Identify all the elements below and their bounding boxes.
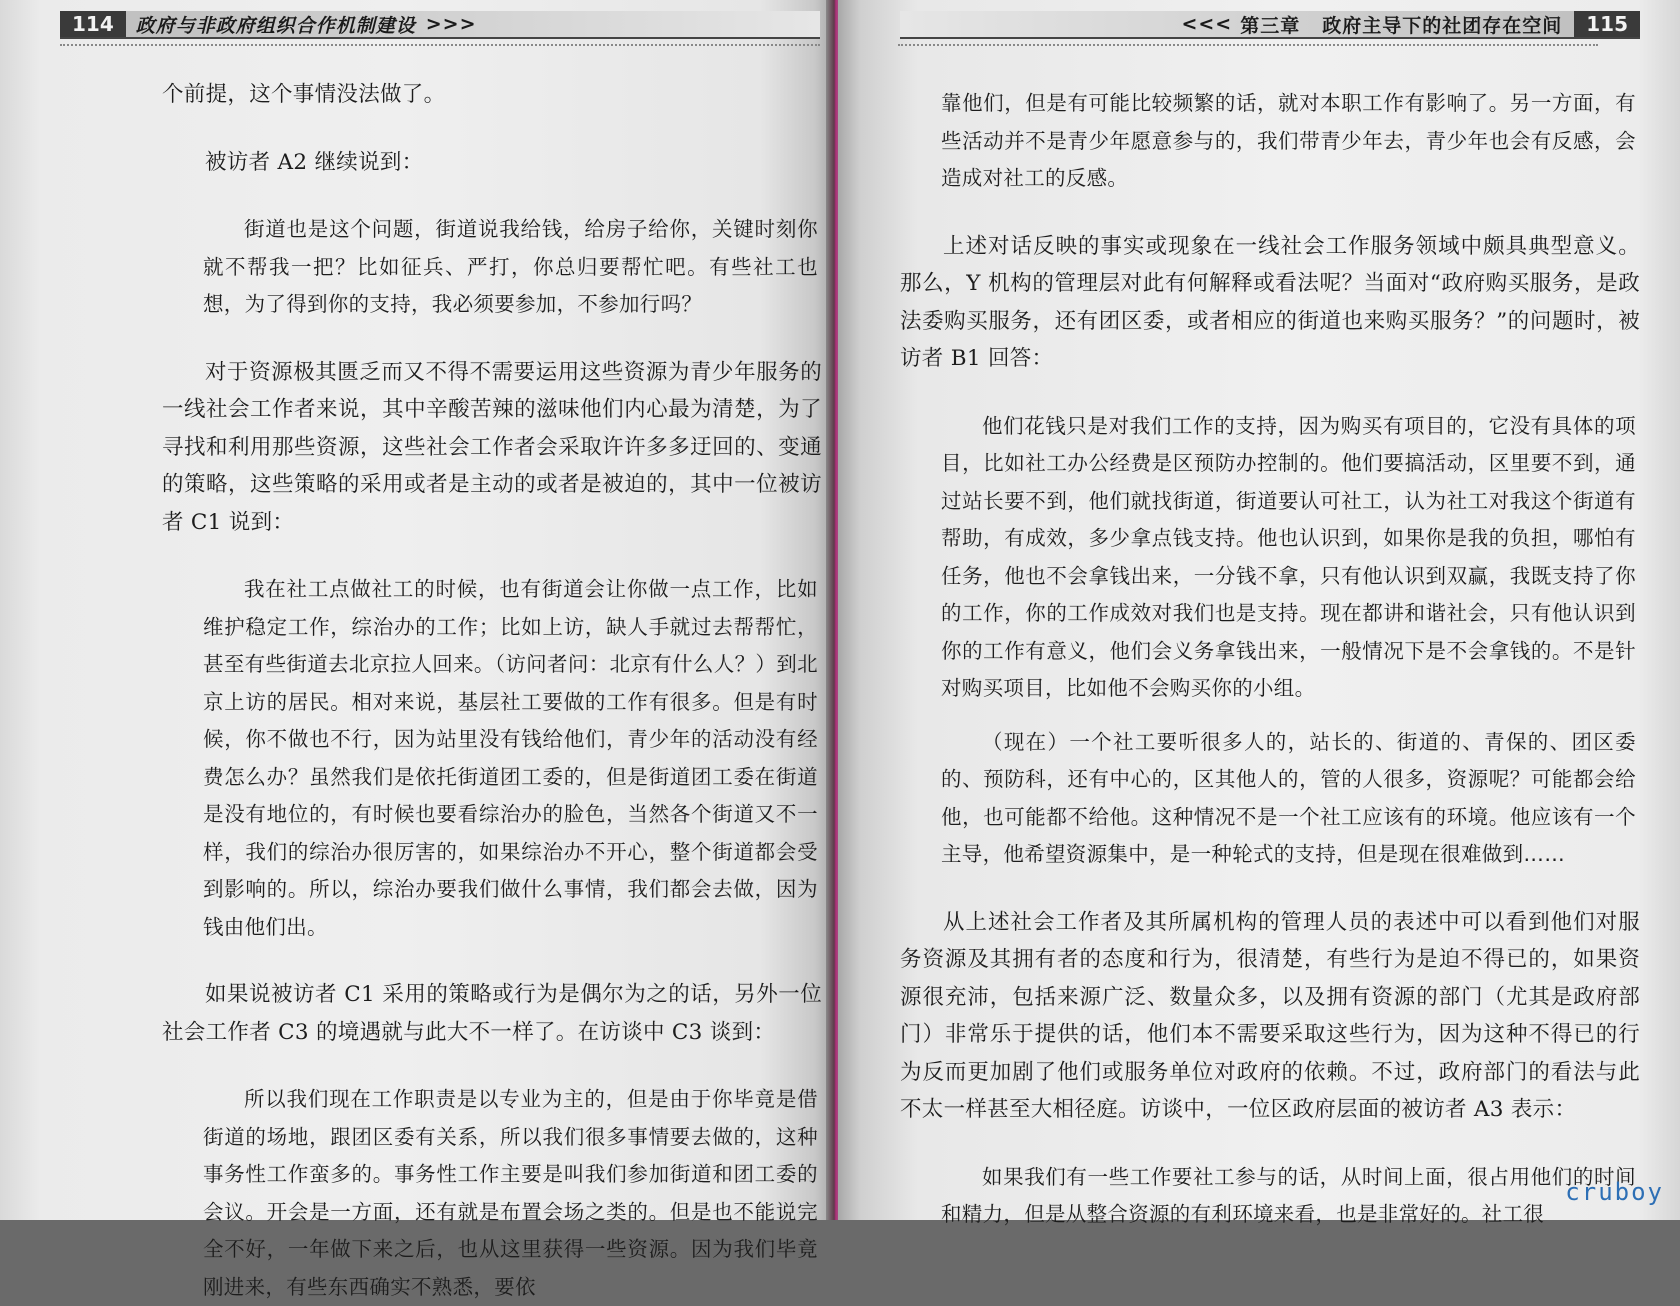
right-chapter-label: 第三章 bbox=[1240, 14, 1301, 37]
right-page-text bbox=[900, 85, 1640, 1234]
right-page-number: 115 bbox=[1574, 11, 1640, 37]
left-page-text bbox=[162, 76, 822, 1306]
right-header-arrow: <<< bbox=[1181, 13, 1233, 35]
left-header-rule bbox=[60, 44, 820, 46]
watermark-text: cruboy bbox=[1565, 1178, 1664, 1206]
right-header-title: 政府主导下的社团存在空间 bbox=[1322, 14, 1563, 37]
left-header-title: 政府与非政府组织合作机制建设 bbox=[135, 14, 416, 37]
left-page-header bbox=[60, 12, 820, 38]
paragraph: 个前提，这个事情没法做了。 bbox=[162, 82, 446, 107]
quote-block: 所以我们现在工作职责是以专业为主的，但是由于你毕竟是借街道的场地，跟团区委有关系，所以我们很多事情要去做的，这种事务性工作蛮多的。事务性工作主要是叫我们参加街道和团工委的会议。开会是一方面，还有就是布置会场之类的。但是也不能说完全不好，一年做下来之后，也从这里获得一些资源。因为我们毕竟刚进来，有些东西确实不熟悉，要依 bbox=[203, 1087, 818, 1299]
paragraph: 如果说被访者 C1 采用的策略或行为是偶尔为之的话，另外一位社会工作者 C3 的境遇就与此大不一样了。在访谈中 C3 谈到： bbox=[162, 982, 822, 1045]
left-page bbox=[0, 0, 832, 1299]
quote-block: （现在）一个社工要听很多人的，站长的、街道的、青保的、团区委的、预防科，还有中心的，区其他人的，管的人很多，资源呢？可能都会给他，也可能都不给他。这种情况不是一个社工应该有的环境。他应该有一个主导，他希望资源集中，是一种轮式的支持，但是现在很难做到…… bbox=[941, 729, 1636, 866]
quote-block: 靠他们，但是有可能比较频繁的话，就对本职工作有影响了。另一方面，有些活动并不是青少年愿意参与的，我们带青少年去，青少年也会有反感，会造成对社工的反感。 bbox=[941, 91, 1636, 190]
paragraph: 上述对话反映的事实或现象在一线社会工作服务领域中颇具典型意义。那么，Y 机构的管理层对此有何解释或看法呢？当面对“政府购买服务，是政法委购买服务，还有团区委，或者相应的街道也来购买服务？”的问题时，被访者 B1 回答： bbox=[900, 233, 1640, 371]
left-page-number: 114 bbox=[60, 11, 126, 37]
quote-block: 街道也是这个问题，街道说我给钱，给房子给你，关键时刻你就不帮我一把？比如征兵、严打，你总归要帮忙吧。有些社工也想，为了得到你的支持，我必须要参加，不参加行吗？ bbox=[203, 217, 818, 316]
paragraph: 从上述社会工作者及其所属机构的管理人员的表述中可以看到他们对服务资源及其拥有者的态度和行为，很清楚，有些行为是迫不得已的，如果资源很充沛，包括来源广泛、数量众多，以及拥有资源的部门（尤其是政府部门）非常乐于提供的话，他们本不需要采取这些行为，因为这种不得已的行为反而更加剧了他们或服务单位对政府的依赖。不过，政府部门的看法与此不太一样甚至大相径庭。访谈中，一位区政府层面的被访者 A3 表示： bbox=[900, 909, 1640, 1122]
left-header-arrow: >>> bbox=[425, 13, 477, 35]
paragraph: 被访者 A2 继续说到： bbox=[205, 149, 424, 175]
right-page bbox=[838, 0, 1680, 1226]
right-page-header bbox=[900, 12, 1640, 38]
quote-block: 如果我们有一些工作要社工参与的话，从时间上面，很占用他们的时间和精力，但是从整合资源的有利环境来看，也是非常好的。社工很 bbox=[941, 1164, 1636, 1226]
paragraph: 对于资源极其匮乏而又不得不需要运用这些资源为青少年服务的一线社会工作者来说，其中辛酸苦辣的滋味他们内心最为清楚，为了寻找和利用那些资源，这些社会工作者会采取许许多多迂回的、变通的策略，这些策略的采用或者是主动的或者是被迫的，其中一位被访者 C1 说到： bbox=[162, 359, 822, 535]
quote-block: 他们花钱只是对我们工作的支持，因为购买有项目的，它没有具体的项目，比如社工办公经费是区预防办控制的。他们要搞活动，区里要不到，通过站长要不到，他们就找街道，街道要认可社工，认为社工对我这个街道有帮助，有成效，多少拿点钱支持。他也认识到，如果你是我的负担，哪怕有任务，他也不会拿钱出来，一分钱不拿，只有他认识到双赢，我既支持了你的工作，你的工作成效对我们也是支持。现在都讲和谐社会，只有他认识到你的工作有意义，他们会义务拿钱出来，一般情况下是不会拿钱的。不是针对购买项目，比如他不会购买你的小组。 bbox=[941, 413, 1636, 700]
right-header-rule bbox=[898, 44, 1598, 46]
quote-block: 我在社工点做社工的时候，也有街道会让你做一点工作，比如维护稳定工作，综治办的工作；比如上访，缺人手就过去帮帮忙，甚至有些街道去北京拉人回来。（访问者问：北京有什么人？）到北京上访的居民。相对来说，基层社工要做的工作有很多。但是有时候，你不做也不行，因为站里没有钱给他们，青少年的活动没有经费怎么办？虽然我们是依托街道团工委的，但是街道团工委在街道是没有地位的，有时候也要看综治办的脸色，当然各个街道又不一样，我们的综治办很厉害的，如果综治办不开心，整个街道都会受到影响的。所以，综治办要我们做什么事情，我们都会去做，因为钱由他们出。 bbox=[203, 577, 818, 939]
